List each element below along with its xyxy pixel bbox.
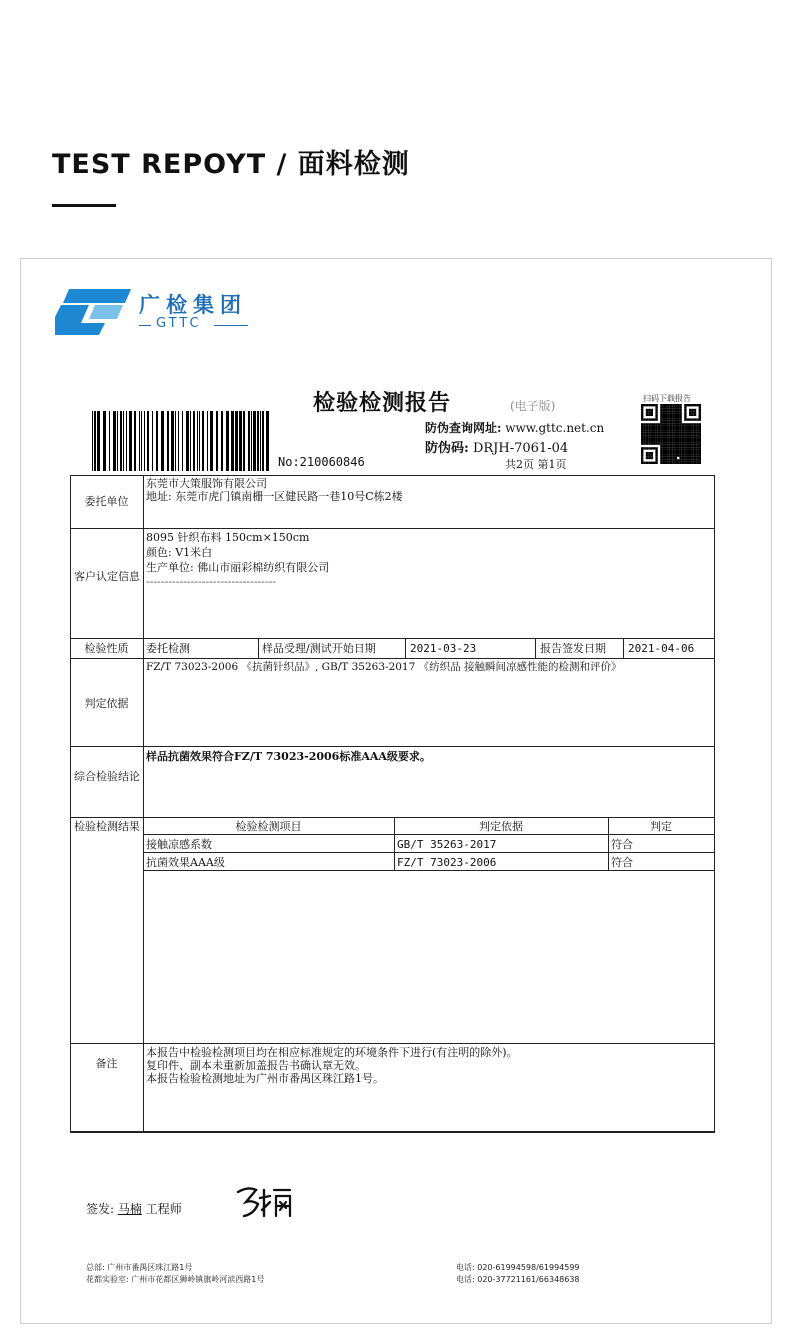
brand-name-en: GTTC (156, 316, 202, 331)
sample-line-1: 8095 针织布料 150cm×150cm (146, 531, 310, 544)
anti-fake-code: DRJH-7061-04 (472, 441, 569, 456)
basis-label: 判定依据 (84, 697, 129, 710)
results-row-divider (143, 834, 715, 835)
results-header-verdict: 判定 (650, 820, 672, 833)
verify-url[interactable]: www.gttc.net.cn (505, 421, 605, 435)
client-name: 东莞市大策服饰有限公司 (146, 477, 267, 490)
brand-rule-right (214, 325, 248, 326)
cell-divider (258, 638, 259, 658)
row-divider (70, 817, 715, 818)
table-label-divider (143, 475, 144, 1132)
results-row-divider (143, 852, 715, 853)
signer-title: 工程师 (145, 1202, 182, 1216)
cell-divider (405, 638, 406, 658)
client-address: 地址: 东莞市虎门镇南栅一区健民路一巷10号C栋2楼 (146, 490, 403, 503)
anti-fake-label: 防伪码: (425, 441, 469, 456)
gttc-logo-icon (55, 289, 131, 335)
results-row-item: 接触凉感系数 (146, 838, 212, 851)
footer-lab: 花都实验室: 广州市花都区狮岭镇旗岭河滨西路1号 (86, 1275, 265, 1284)
sample-line-2: 颜色: V1米白 (146, 546, 213, 559)
received-date: 2021-03-23 (410, 642, 477, 655)
footer-phone-1: 电话: 020-61994598/61994599 (456, 1263, 580, 1272)
anti-fake-line (425, 437, 568, 456)
cell-divider (623, 638, 624, 658)
report-number: No:210060846 (278, 455, 365, 469)
results-row-basis: FZ/T 73023-2006 (397, 856, 497, 869)
row-divider (70, 638, 715, 639)
page-heading: TEST REPOYT / 面料检测 (52, 149, 410, 180)
results-row-item: 抗菌效果AAA级 (146, 856, 225, 869)
qr-code-icon[interactable] (641, 404, 701, 464)
results-label: 检验检测结果 (74, 820, 140, 833)
row-divider (70, 658, 715, 659)
client-label: 委托单位 (84, 495, 129, 508)
row-divider (70, 746, 715, 747)
qr-caption: 扫码下载报告 (643, 394, 691, 403)
row-divider (70, 528, 715, 529)
heading-underline (52, 204, 116, 207)
cell-divider (535, 638, 536, 658)
table-border-left (70, 475, 71, 1132)
footer-hq: 总部: 广州市番禺区珠江路1号 (86, 1263, 193, 1272)
table-border-bottom (70, 1131, 715, 1133)
remark-line-3: 本报告检验检测地址为广州市番禺区珠江路1号。 (146, 1072, 384, 1085)
issue-label: 报告签发日期 (540, 642, 606, 655)
results-header-basis: 判定依据 (479, 820, 523, 833)
verify-url-line (425, 419, 604, 436)
footer-phone-2: 电话: 020-37721161/66348638 (456, 1275, 580, 1284)
sample-dashes: ----------------------------------- (146, 575, 277, 588)
results-row-basis: GB/T 35263-2017 (397, 838, 497, 851)
sample-line-3: 生产单位: 佛山市丽彩棉纺织有限公司 (146, 561, 330, 574)
table-border-right (714, 475, 715, 1132)
table-border-top (70, 475, 715, 476)
signer-name: 马楠 (117, 1202, 142, 1216)
barcode-icon (90, 411, 273, 471)
nature-value: 委托检测 (146, 642, 190, 655)
sample-label: 客户认定信息 (74, 570, 140, 583)
remark-line-1: 本报告中检验检测项目均在相应标准规定的环境条件下进行(有注明的除外)。 (146, 1046, 518, 1059)
basis-value: FZ/T 73023-2006 《抗菌针织品》, GB/T 35263-2017 《纺织品 接触瞬间凉感性能的检测和评价》 (146, 661, 622, 673)
remarks-label: 备注 (95, 1057, 118, 1070)
results-row-verdict: 符合 (611, 838, 633, 851)
row-divider (70, 1043, 715, 1044)
results-row-verdict: 符合 (611, 856, 633, 869)
verify-url-label: 防伪查询网址: (425, 421, 502, 435)
results-header-item: 检验检测项目 (235, 820, 302, 833)
signer-row (86, 1200, 182, 1217)
conclusion-label: 综合检验结论 (74, 770, 140, 783)
results-row-divider (143, 870, 715, 871)
signer-label: 签发: (86, 1202, 115, 1216)
remark-line-2: 复印件、副本未重新加盖报告书确认章无效。 (146, 1059, 366, 1072)
brand-rule-left (139, 325, 151, 326)
issue-date: 2021-04-06 (628, 642, 695, 655)
nature-label: 检验性质 (84, 642, 129, 655)
conclusion-value: 样品抗菌效果符合FZ/T 73023-2006标准AAA级要求。 (146, 750, 431, 763)
edition-label: (电子版) (510, 399, 556, 413)
handwritten-signature (234, 1184, 298, 1220)
report-title: 检验检测报告 (313, 390, 452, 416)
brand-name-cn: 广检集团 (139, 293, 247, 317)
page-count: 共2页 第1页 (505, 458, 567, 471)
received-label: 样品受理/测试开始日期 (262, 642, 376, 655)
